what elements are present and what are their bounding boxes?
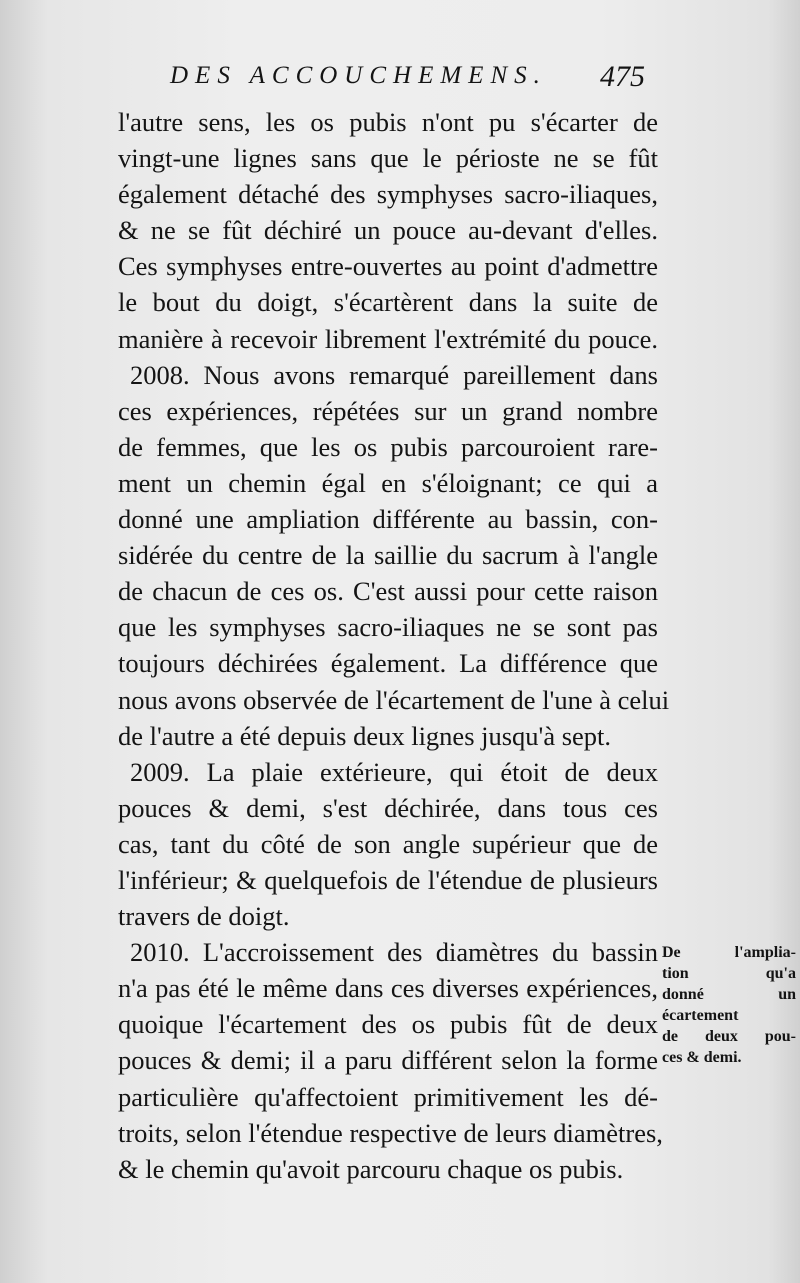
running-title: DES ACCOUCHEMENS. <box>170 62 547 89</box>
text-line: & le chemin qu'avoit parcouru chaque os pubis. <box>118 1153 624 1184</box>
text-line: l'inférieur; & quelquefois de l'étendue de plusieurs <box>118 864 658 895</box>
text-line: vingt-une lignes sans que le périoste ne se fût <box>118 143 658 174</box>
text-line: donné une ampliation différente au bassin, con- <box>118 504 658 535</box>
margin-note-line: De l'amplia- <box>662 944 796 961</box>
text-line: ces expériences, répétées sur un grand nombre <box>118 395 658 426</box>
text-line: le bout du doigt, s'écartèrent dans la suite de <box>118 287 658 318</box>
margin-note-line: de deux pou- <box>662 1028 796 1045</box>
margin-note <box>662 942 796 1068</box>
text-line: 2010. L'accroissement des diamètres du bassin <box>130 937 658 968</box>
text-line: n'a pas été le même dans ces diverses expériences, <box>118 973 658 1004</box>
text-line: sidérée du centre de la saillie du sacrum à l'angle <box>118 540 658 571</box>
text-line: & ne se fût déchiré un pouce au-devant d'elles. <box>118 215 658 246</box>
text-line: l'autre sens, les os pubis n'ont pu s'écarter de <box>118 107 658 137</box>
margin-note-line: tion qu'a <box>662 965 796 982</box>
margin-note-line: donné un <box>662 986 796 1003</box>
body-text <box>118 104 670 1187</box>
text-line: toujours déchirées également. La différence que <box>118 648 658 679</box>
page-header <box>170 60 670 100</box>
text-line: Ces symphyses entre-ouvertes au point d'admettre <box>118 251 658 282</box>
text-line: 2009. La plaie extérieure, qui étoit de deux <box>130 756 658 787</box>
text-line: particulière qu'affectoient primitivement les dé- <box>118 1081 658 1112</box>
text-line: 2008. Nous avons remarqué pareillement dans <box>130 359 658 390</box>
text-line: de chacun de ces os. C'est aussi pour cette raison <box>118 576 658 607</box>
text-line: nous avons observée de l'écartement de l'une à celui <box>118 684 670 715</box>
text-line: manière à recevoir librement l'extrémité du pouce. <box>118 323 658 354</box>
text-line: que les symphyses sacro-iliaques ne se sont pas <box>118 612 658 643</box>
text-line: quoique l'écartement des os pubis fût de deux <box>118 1009 658 1040</box>
page-number: 475 <box>600 60 645 93</box>
margin-note-line: écartement <box>662 1007 739 1024</box>
margin-note-line: ces & demi. <box>662 1049 742 1066</box>
text-line: travers de doigt. <box>118 901 290 932</box>
text-line: de femmes, que les os pubis parcouroient rare- <box>118 431 658 462</box>
text-line: de l'autre a été depuis deux lignes jusqu'à sept. <box>118 720 612 751</box>
text-line: troits, selon l'étendue respective de leurs diamètres, <box>118 1117 663 1148</box>
text-line: pouces & demi, s'est déchirée, dans tous ces <box>118 792 658 823</box>
text-line: cas, tant du côté de son angle supérieur que de <box>118 828 658 859</box>
text-line: pouces & demi; il a paru différent selon la forme <box>118 1045 658 1076</box>
text-line: ment un chemin égal en s'éloignant; ce qui a <box>118 467 658 498</box>
text-line: également détaché des symphyses sacro-iliaques, <box>118 179 658 210</box>
